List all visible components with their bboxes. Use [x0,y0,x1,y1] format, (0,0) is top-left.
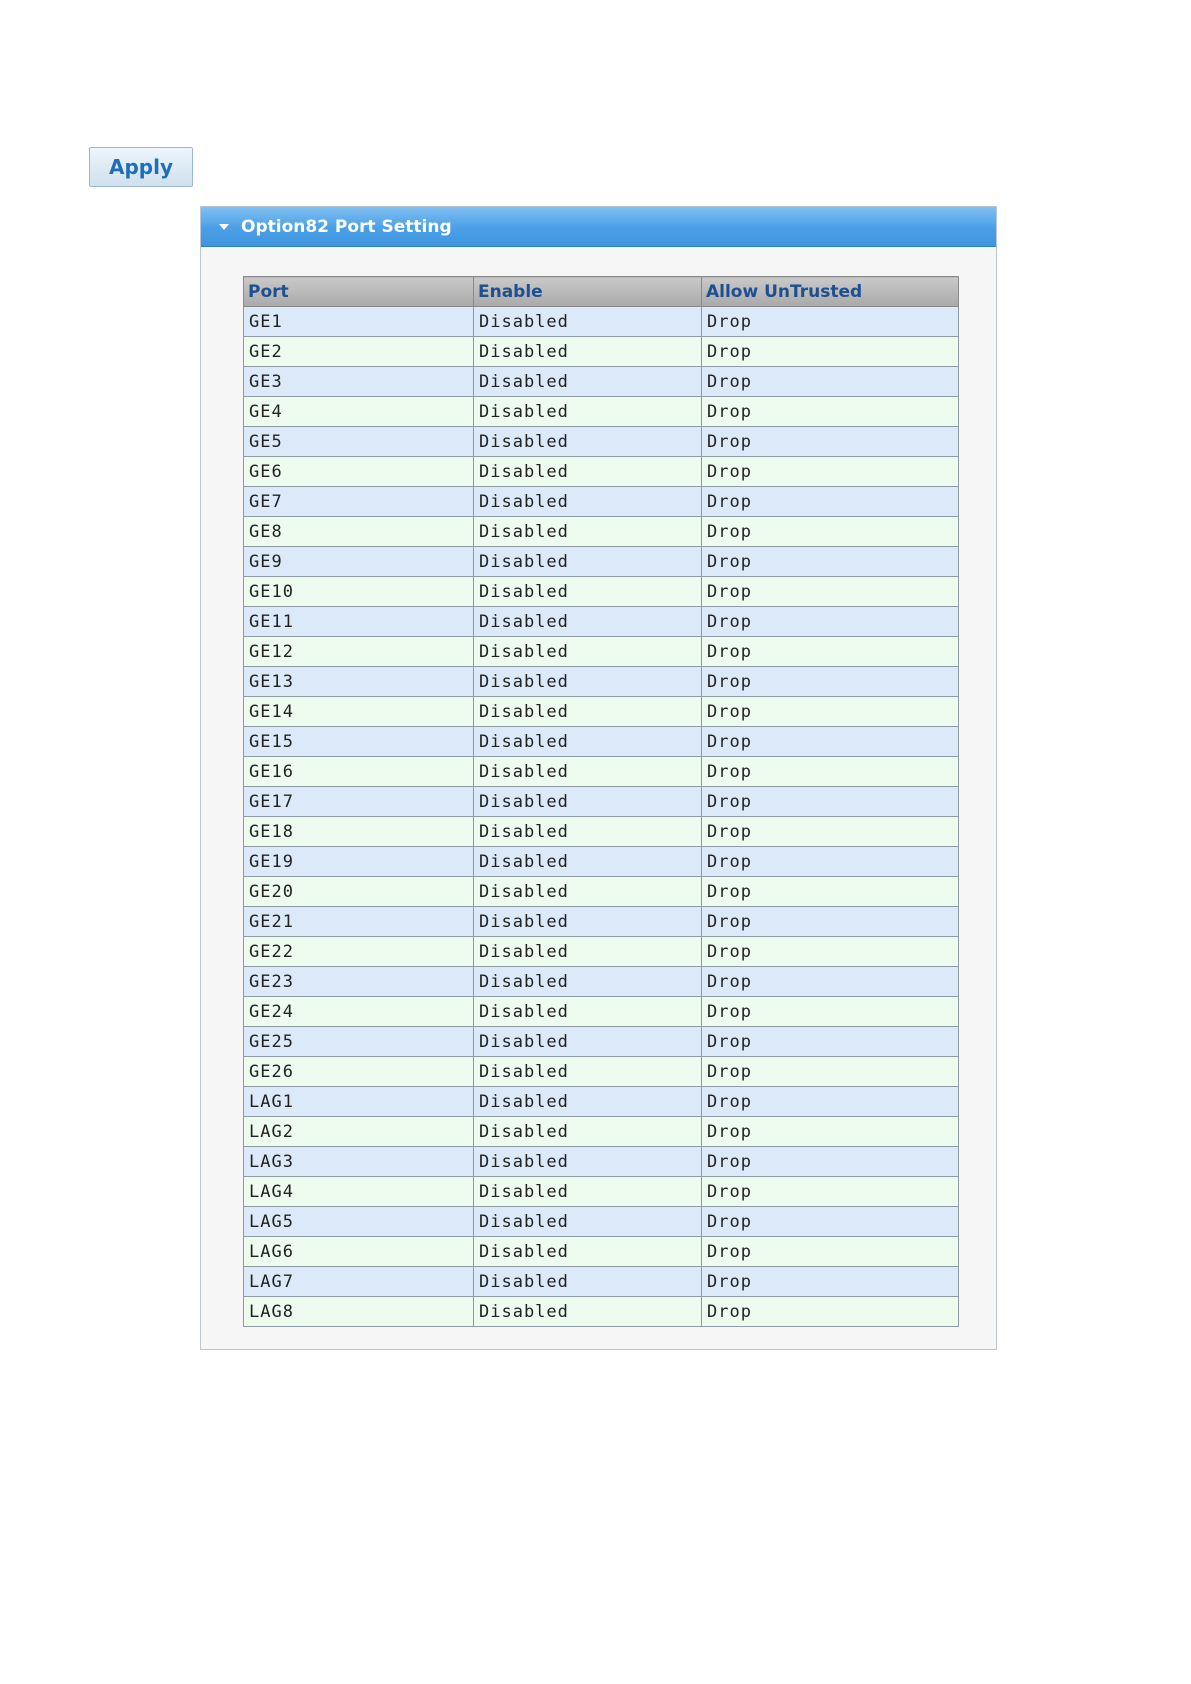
enable-cell: Disabled [474,1297,702,1327]
panel-header[interactable] [201,207,996,247]
allow-untrusted-cell: Drop [702,667,959,697]
allow-untrusted-cell: Drop [702,907,959,937]
enable-cell: Disabled [474,1057,702,1087]
port-cell: GE17 [244,787,474,817]
port-cell: GE3 [244,367,474,397]
allow-untrusted-cell: Drop [702,337,959,367]
allow-untrusted-cell: Drop [702,1057,959,1087]
table-row[interactable] [244,1177,959,1207]
enable-cell: Disabled [474,367,702,397]
port-cell: GE1 [244,307,474,337]
port-cell: LAG4 [244,1177,474,1207]
allow-untrusted-cell: Drop [702,877,959,907]
enable-cell: Disabled [474,427,702,457]
table-row[interactable] [244,487,959,517]
port-cell: GE20 [244,877,474,907]
enable-cell: Disabled [474,1027,702,1057]
collapse-triangle-icon[interactable] [219,224,229,230]
port-cell: GE16 [244,757,474,787]
column-header-port: Port [244,277,474,307]
enable-cell: Disabled [474,967,702,997]
allow-untrusted-cell: Drop [702,577,959,607]
allow-untrusted-cell: Drop [702,1147,959,1177]
allow-untrusted-cell: Drop [702,997,959,1027]
allow-untrusted-cell: Drop [702,307,959,337]
allow-untrusted-cell: Drop [702,787,959,817]
port-setting-table [243,276,959,1327]
enable-cell: Disabled [474,607,702,637]
enable-cell: Disabled [474,757,702,787]
enable-cell: Disabled [474,1177,702,1207]
table-row[interactable] [244,937,959,967]
port-cell: LAG7 [244,1267,474,1297]
enable-cell: Disabled [474,547,702,577]
table-row[interactable] [244,1297,959,1327]
allow-untrusted-cell: Drop [702,487,959,517]
enable-cell: Disabled [474,337,702,367]
port-cell: LAG3 [244,1147,474,1177]
allow-untrusted-cell: Drop [702,457,959,487]
enable-cell: Disabled [474,457,702,487]
table-row[interactable] [244,757,959,787]
allow-untrusted-cell: Drop [702,427,959,457]
column-header-allow-untrusted: Allow UnTrusted [702,277,959,307]
enable-cell: Disabled [474,1237,702,1267]
port-cell: GE7 [244,487,474,517]
enable-cell: Disabled [474,937,702,967]
port-cell: LAG2 [244,1117,474,1147]
port-cell: GE9 [244,547,474,577]
allow-untrusted-cell: Drop [702,967,959,997]
table-row[interactable] [244,1117,959,1147]
enable-cell: Disabled [474,577,702,607]
column-header-enable: Enable [474,277,702,307]
table-header-row [244,277,959,307]
table-row[interactable] [244,967,959,997]
table-row[interactable] [244,1267,959,1297]
port-cell: GE6 [244,457,474,487]
port-cell: GE15 [244,727,474,757]
port-cell: GE8 [244,517,474,547]
allow-untrusted-cell: Drop [702,397,959,427]
enable-cell: Disabled [474,697,702,727]
enable-cell: Disabled [474,397,702,427]
table-row[interactable] [244,337,959,367]
allow-untrusted-cell: Drop [702,847,959,877]
table-row[interactable] [244,1207,959,1237]
enable-cell: Disabled [474,307,702,337]
table-row[interactable] [244,1237,959,1267]
enable-cell: Disabled [474,1207,702,1237]
option82-port-setting-panel [200,206,997,1350]
allow-untrusted-cell: Drop [702,1267,959,1297]
table-row[interactable] [244,607,959,637]
allow-untrusted-cell: Drop [702,697,959,727]
table-row[interactable] [244,1087,959,1117]
enable-cell: Disabled [474,787,702,817]
port-cell: GE19 [244,847,474,877]
port-cell: GE4 [244,397,474,427]
port-cell: GE13 [244,667,474,697]
table-row[interactable] [244,1147,959,1177]
enable-cell: Disabled [474,517,702,547]
enable-cell: Disabled [474,877,702,907]
table-row[interactable] [244,1057,959,1087]
port-cell: GE24 [244,997,474,1027]
table-row[interactable] [244,637,959,667]
allow-untrusted-cell: Drop [702,1177,959,1207]
table-row[interactable] [244,427,959,457]
panel-title: Option82 Port Setting [241,216,452,237]
port-cell: GE18 [244,817,474,847]
table-row[interactable] [244,997,959,1027]
table-row[interactable] [244,817,959,847]
table-row[interactable] [244,787,959,817]
port-cell: GE26 [244,1057,474,1087]
table-row[interactable] [244,1027,959,1057]
port-cell: LAG1 [244,1087,474,1117]
port-cell: LAG8 [244,1297,474,1327]
port-cell: GE11 [244,607,474,637]
enable-cell: Disabled [474,1087,702,1117]
table-row[interactable] [244,307,959,337]
port-cell: GE23 [244,967,474,997]
allow-untrusted-cell: Drop [702,817,959,847]
table-row[interactable] [244,517,959,547]
enable-cell: Disabled [474,817,702,847]
port-cell: LAG5 [244,1207,474,1237]
table-row[interactable] [244,547,959,577]
table-row[interactable] [244,577,959,607]
enable-cell: Disabled [474,997,702,1027]
enable-cell: Disabled [474,1147,702,1177]
allow-untrusted-cell: Drop [702,757,959,787]
table-row[interactable] [244,727,959,757]
table-row[interactable] [244,397,959,427]
allow-untrusted-cell: Drop [702,1117,959,1147]
table-row[interactable] [244,367,959,397]
enable-cell: Disabled [474,487,702,517]
allow-untrusted-cell: Drop [702,1027,959,1057]
allow-untrusted-cell: Drop [702,547,959,577]
allow-untrusted-cell: Drop [702,607,959,637]
table-row[interactable] [244,847,959,877]
enable-cell: Disabled [474,907,702,937]
enable-cell: Disabled [474,1117,702,1147]
allow-untrusted-cell: Drop [702,1237,959,1267]
allow-untrusted-cell: Drop [702,1087,959,1117]
allow-untrusted-cell: Drop [702,517,959,547]
port-cell: GE14 [244,697,474,727]
table-row[interactable] [244,667,959,697]
table-row[interactable] [244,907,959,937]
apply-button[interactable]: Apply [89,147,193,187]
allow-untrusted-cell: Drop [702,937,959,967]
enable-cell: Disabled [474,727,702,757]
port-cell: GE5 [244,427,474,457]
table-row[interactable] [244,697,959,727]
enable-cell: Disabled [474,637,702,667]
table-row[interactable] [244,457,959,487]
port-cell: LAG6 [244,1237,474,1267]
port-cell: GE21 [244,907,474,937]
port-cell: GE10 [244,577,474,607]
allow-untrusted-cell: Drop [702,1297,959,1327]
enable-cell: Disabled [474,1267,702,1297]
allow-untrusted-cell: Drop [702,637,959,667]
allow-untrusted-cell: Drop [702,367,959,397]
allow-untrusted-cell: Drop [702,1207,959,1237]
enable-cell: Disabled [474,847,702,877]
port-cell: GE25 [244,1027,474,1057]
port-cell: GE2 [244,337,474,367]
table-row[interactable] [244,877,959,907]
enable-cell: Disabled [474,667,702,697]
port-cell: GE22 [244,937,474,967]
port-cell: GE12 [244,637,474,667]
allow-untrusted-cell: Drop [702,727,959,757]
